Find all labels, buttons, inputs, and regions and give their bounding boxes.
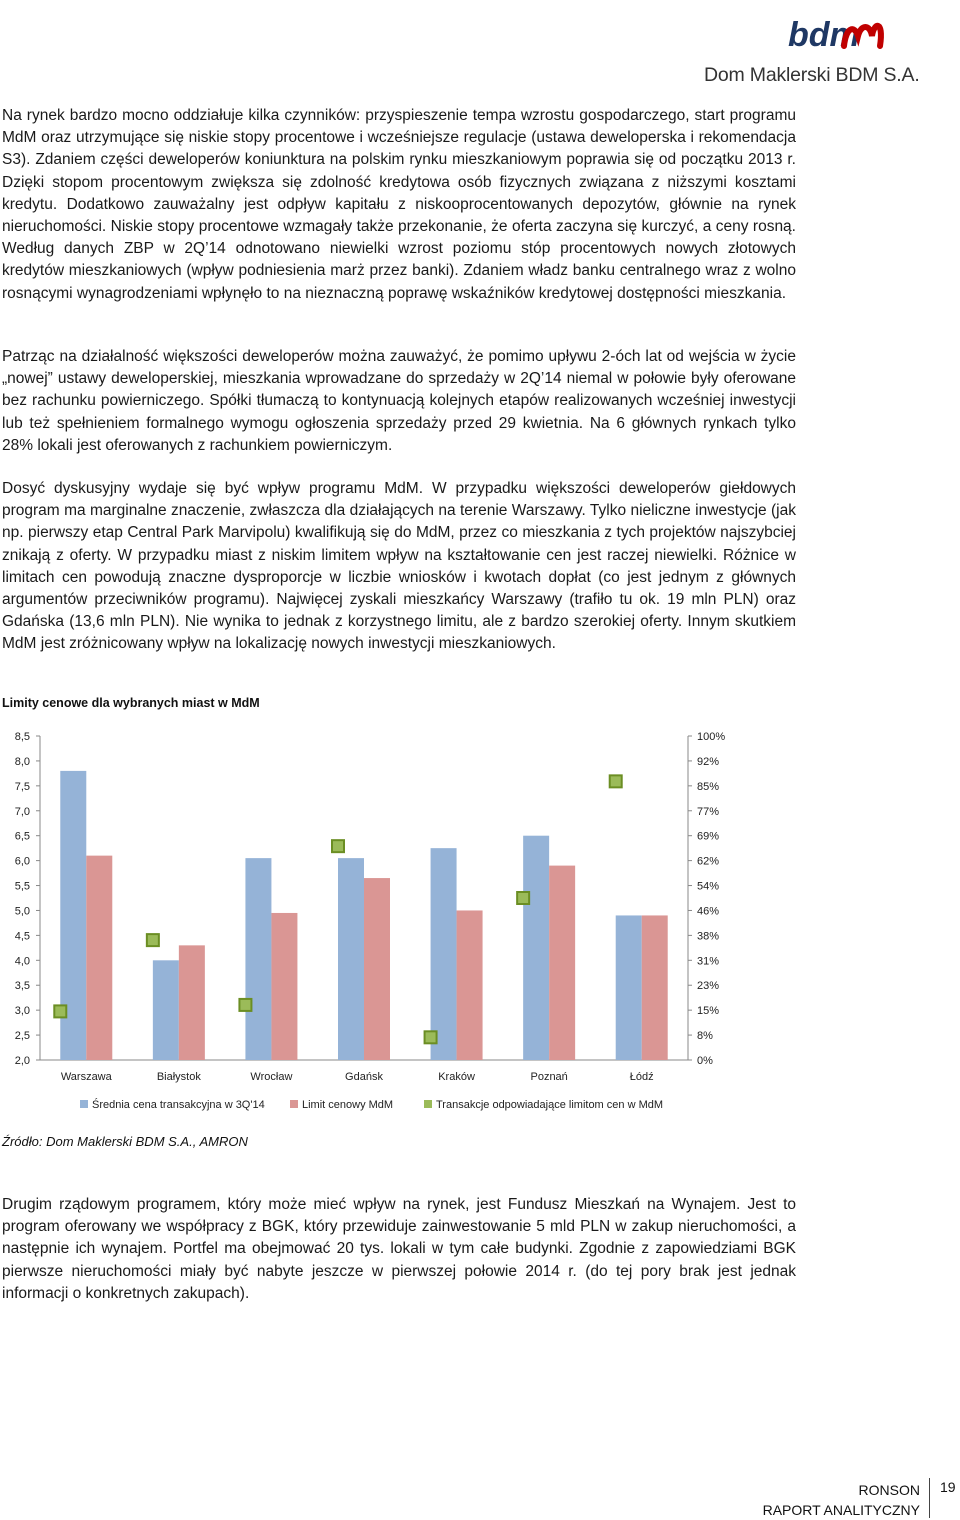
y-left-tick-label: 7,5: [14, 780, 30, 793]
footer-divider: [929, 1478, 930, 1518]
bar-avg-price: [523, 836, 549, 1060]
y-left-tick-label: 6,0: [14, 855, 30, 868]
paragraph-market-factors: Na rynek bardzo mocno oddziałuje kilka czynników: przyspieszenie tempa wzrostu gospodarczego, start programu MdM oraz utrzymujące się niskie stopy procentowe i wcześniejsze regulacje (ustawa deweloperska i rekomendacja S3). Zdaniem części deweloperów koniunktura na polskim rynku mieszkaniowym poprawia się od początku 2013 r. Dzięki stopom procentowym zwiększa się zdolność kredytowa osób fizycznych związana z niższymi kosztami kredytu. Dodatkowo zauważalny jest odpływ kapitału z niskooprocentowanych depozytów, głównie na rynek nieruchomości. Niskie stopy procentowe wzmagały także przekonanie, że oferta zaczyna się kurczyć, a ceny rosną. Według danych ZBP w 2Q’14 odnotowano niewielki wzrost poziomu stóp procentowych nowych złotowych kredytów mieszkaniowych (wpływ podniesienia marż przez banki). Zdaniem władz banku centralnego wraz z wolno rosnącymi wynagrodzeniami wpłynęło to na nieznaczną poprawę wskaźników kredytowej dostępności mieszkania.: [2, 107, 796, 302]
company-logo: [704, 8, 944, 84]
paragraph-escrow: Patrząc na działalność większości deweloperów można zauważyć, że pomimo upływu 2-óch lat od wejścia w życie „nowej” ustawy deweloperskiej, mieszkania wprowadzane do sprzedaży w 2Q’14 niemal w połowie były oferowane bez rachunku powierniczego. Spółki tłumaczą to kontynuacją kolejnych etapów realizowanych wcześniej inwestycji lub też spełnieniem formalnego wymogu ogłoszenia sprzedaży przed 29 kwietnia. Na 6 głównych rynkach tylko 28% lokali jest oferowanych z rachunkiem powierniczym.: [2, 348, 796, 454]
logo-mark-text: bdm: [788, 16, 860, 54]
legend-label: Transakcje odpowiadające limitom cen w MdM: [436, 1099, 664, 1111]
y-right-tick-label: 0%: [697, 1055, 713, 1067]
footer-company: RONSON: [858, 1482, 920, 1498]
y-left-tick-label: 5,5: [14, 880, 30, 893]
y-left-tick-label: 8,5: [14, 731, 30, 743]
y-left-tick-label: 7,0: [14, 805, 30, 818]
x-category-label: Poznań: [530, 1071, 568, 1083]
bar-avg-price: [431, 848, 457, 1060]
y-left-tick-label: 8,0: [14, 755, 30, 768]
marker-mdm-transactions: [610, 775, 622, 787]
x-category-label: Wrocław: [250, 1071, 293, 1083]
y-left-tick-label: 4,0: [14, 955, 30, 968]
bar-avg-price: [338, 858, 364, 1060]
y-left-tick-label: 5,0: [14, 905, 30, 918]
marker-mdm-transactions: [332, 840, 344, 852]
x-category-label: Warszawa: [60, 1071, 112, 1083]
x-category-label: Kraków: [438, 1071, 475, 1083]
y-right-tick-label: 46%: [697, 905, 720, 918]
y-left-tick-label: 4,5: [14, 930, 30, 943]
y-right-tick-label: 100%: [697, 731, 726, 743]
y-left-tick-label: 2,0: [14, 1055, 30, 1067]
y-right-tick-label: 77%: [697, 805, 720, 818]
y-right-tick-label: 8%: [697, 1030, 713, 1043]
bar-price-limit: [86, 856, 112, 1060]
y-right-tick-label: 15%: [697, 1005, 720, 1018]
y-right-tick-label: 62%: [697, 855, 720, 868]
marker-mdm-transactions: [239, 999, 251, 1011]
chart-title: Limity cenowe dla wybranych miast w MdM: [2, 696, 260, 710]
x-category-label: Białystok: [156, 1071, 201, 1083]
y-right-tick-label: 69%: [697, 830, 720, 843]
legend-label: Limit cenowy MdM: [302, 1099, 394, 1111]
y-right-tick-label: 85%: [697, 780, 720, 793]
bar-price-limit: [549, 866, 575, 1060]
y-right-tick-label: 31%: [697, 955, 720, 968]
bar-avg-price: [153, 960, 179, 1060]
y-right-tick-label: 54%: [697, 880, 720, 893]
x-category-label: Gdańsk: [345, 1071, 383, 1083]
marker-mdm-transactions: [147, 934, 159, 946]
footer: [763, 1480, 920, 1520]
bar-price-limit: [457, 910, 483, 1060]
y-left-tick-label: 3,0: [14, 1005, 30, 1018]
paragraph-mdm: Dosyć dyskusyjny wydaje się być wpływ programu MdM. W przypadku większości deweloperów giełdowych program ma marginalne znaczenie, zwłaszcza dla działających na terenie Warszawy. Tylko nieliczne inwestycje (jak np. pierwszy etap Central Park Marvipolu) kwalifikują się do MdM, przez co mieszkania z tych projektów najszybciej znikają z oferty. W przypadku miast z niskim limitem wpływ na kształtowanie cen jest raczej niewielki. Różnice w limitach cen powodują znaczne dysproporcje w liczbie wniosków i kwotach dopłat (co jest jednym z głównych argumentów przeciwników programu). Najwięcej zyskali mieszkańcy Warszawy (trafiło tu ok. 19 mln PLN) oraz Gdańska (13,6 mln PLN). Nie wynika to jednak z korzystnego limitu, ale z bardzo szerokiej oferty. Innym skutkiem MdM jest zróżnicowany wpływ na lokalizację nowych inwestycji mieszkaniowych.: [2, 480, 796, 653]
marker-mdm-transactions: [54, 1005, 66, 1017]
y-left-tick-label: 3,5: [14, 980, 30, 993]
chart-source: Źródło: Dom Maklerski BDM S.A., AMRON: [2, 1134, 248, 1149]
marker-mdm-transactions: [425, 1031, 437, 1043]
legend-label: Średnia cena transakcyjna w 3Q'14: [92, 1099, 265, 1111]
bar-price-limit: [364, 878, 390, 1060]
legend-swatch: [290, 1100, 298, 1108]
bar-price-limit: [271, 913, 297, 1060]
paragraph-rental-fund: Drugim rządowym programem, który może mieć wpływ na rynek, jest Fundusz Mieszkań na Wynajem. Jest to program oferowany we współpracy z BGK, który przewiduje zainwestowanie 5 mld PLN w zakup nieruchomości, a następnie ich wynajem. Portfel ma obejmować 20 tys. lokali w tym całe budynki. Zgodnie z zapowiedziami BGK pierwsze nieruchomości miały być nabyte jeszcze w pierwszej połowie 2014 r. (do tej pory brak jest jednak informacji o konkretnych zakupach).: [2, 1196, 796, 1302]
price-limits-chart: [0, 720, 760, 1120]
legend-swatch: [80, 1100, 88, 1108]
marker-mdm-transactions: [517, 892, 529, 904]
legend-swatch: [424, 1100, 432, 1108]
y-right-tick-label: 23%: [697, 980, 720, 993]
y-left-tick-label: 2,5: [14, 1030, 30, 1043]
y-right-tick-label: 92%: [697, 755, 720, 768]
page-number: 19: [940, 1479, 956, 1495]
bar-price-limit: [642, 915, 668, 1060]
bar-avg-price: [616, 915, 642, 1060]
bar-avg-price: [245, 858, 271, 1060]
y-right-tick-label: 38%: [697, 930, 720, 943]
y-left-tick-label: 6,5: [14, 830, 30, 843]
x-category-label: Łódź: [629, 1071, 654, 1083]
footer-report-type: RAPORT ANALITYCZNY: [762, 1502, 920, 1518]
bar-price-limit: [179, 945, 205, 1060]
bdm-logo-mark: [788, 10, 898, 60]
company-name: Dom Maklerski BDM S.A.: [704, 64, 920, 86]
